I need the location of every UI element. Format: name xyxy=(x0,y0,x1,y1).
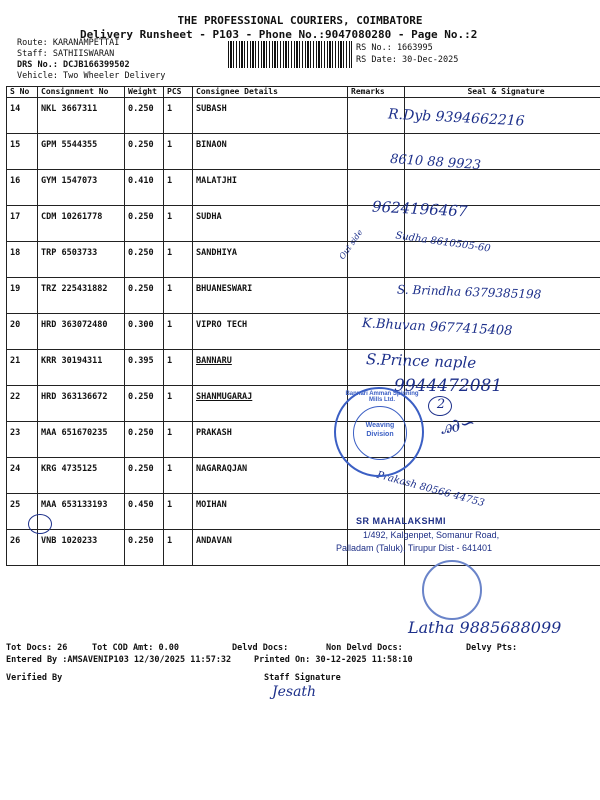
mill-stamp xyxy=(334,387,424,477)
stamp-ring-text: Bannari Amman Spinning Mills Ltd. xyxy=(345,391,419,403)
total-cod-amount: Tot COD Amt: 0.00 xyxy=(92,643,179,653)
cell-weight: 0.250 xyxy=(125,206,164,242)
handwritten-signature: S.Prince naple xyxy=(365,350,477,372)
cell-pcs: 1 xyxy=(164,530,193,566)
address-stamp-line1: SR MAHALAKSHMI xyxy=(356,516,446,526)
cell-consignment: KRR 30194311 xyxy=(38,350,125,386)
table-row xyxy=(7,494,600,530)
cell-consignment: KRG 4735125 xyxy=(38,458,125,494)
barcode-image xyxy=(228,41,352,68)
cell-consignment: NKL 3667311 xyxy=(38,98,125,134)
cell-sno: 26 xyxy=(7,530,38,566)
cell-consignee: BANNARU xyxy=(193,350,348,386)
address-stamp-line3: Palladam (Taluk), Tirupur Dist - 641401 xyxy=(336,543,493,553)
cell-consignee: SUDHA xyxy=(193,206,348,242)
drs-number: DRS No.: DCJB166399502 xyxy=(17,60,130,70)
stamp-inner-ring xyxy=(353,406,407,460)
cell-weight: 0.300 xyxy=(125,314,164,350)
runsheet-title: Delivery Runsheet - P103 - Phone No.:9047080280 - Page No.:2 xyxy=(80,28,478,41)
cell-pcs: 1 xyxy=(164,458,193,494)
cell-pcs: 1 xyxy=(164,98,193,134)
cell-weight: 0.250 xyxy=(125,386,164,422)
handwritten-scrawl: ꭿ∂∽ xyxy=(438,412,477,439)
cell-sno: 18 xyxy=(7,242,38,278)
cell-sno: 23 xyxy=(7,422,38,458)
cell-weight: 0.250 xyxy=(125,530,164,566)
cell-sno: 22 xyxy=(7,386,38,422)
cell-consignee: MOIHAN xyxy=(193,494,348,530)
staff-label: Staff: SATHIISWARAN xyxy=(17,49,115,59)
col-header-consignment: Consignment No xyxy=(38,87,125,98)
col-header-seal-signature: Seal & Signature xyxy=(405,87,600,98)
table-row xyxy=(7,206,600,242)
vehicle-label: Vehicle: Two Wheeler Delivery xyxy=(17,71,166,81)
cell-consignee: BINAON xyxy=(193,134,348,170)
cell-sno: 21 xyxy=(7,350,38,386)
cell-signature xyxy=(405,422,600,458)
cell-consignee: VIPRO TECH xyxy=(193,314,348,350)
cell-consignee: MALATJHI xyxy=(193,170,348,206)
cell-sno: 25 xyxy=(7,494,38,530)
round-seal-stamp xyxy=(422,560,482,620)
cell-pcs: 1 xyxy=(164,422,193,458)
cell-consignee: SANDHIYA xyxy=(193,242,348,278)
table-row xyxy=(7,170,600,206)
cell-consignment: HRD 363072480 xyxy=(38,314,125,350)
table-row xyxy=(7,350,600,386)
handwritten-phone: 9944472081 xyxy=(394,376,503,396)
handwritten-signature: K.Bhuvan 9677415408 xyxy=(361,316,513,339)
handwritten-signature: 9624196467 xyxy=(371,197,468,221)
stamp-center-text: Weaving Division xyxy=(365,422,395,438)
table-header-row xyxy=(7,87,600,98)
col-header-sno: S No xyxy=(7,87,38,98)
cell-weight: 0.250 xyxy=(125,242,164,278)
rs-number: RS No.: 1663995 xyxy=(356,43,433,53)
verified-by: Verified By xyxy=(6,673,63,683)
cell-consignment: TRP 6503733 xyxy=(38,242,125,278)
cell-sno: 16 xyxy=(7,170,38,206)
cell-pcs: 1 xyxy=(164,314,193,350)
table-row xyxy=(7,422,600,458)
handwritten-note: Sudha 8610505-60 xyxy=(394,230,492,255)
cell-consignee: SHANMUGARAJ xyxy=(193,386,348,422)
col-header-weight: Weight xyxy=(125,87,164,98)
non-delivered-docs: Non Delvd Docs: xyxy=(326,643,403,653)
cell-weight: 0.395 xyxy=(125,350,164,386)
cell-consignee: ANDAVAN xyxy=(193,530,348,566)
route-label: Route: KARANAMPETTAI xyxy=(17,38,120,48)
cell-consignee: NAGARAQJAN xyxy=(193,458,348,494)
cell-sno: 15 xyxy=(7,134,38,170)
cell-pcs: 1 xyxy=(164,206,193,242)
cell-weight: 0.250 xyxy=(125,458,164,494)
cell-pcs: 1 xyxy=(164,350,193,386)
table-row xyxy=(7,458,600,494)
table-row xyxy=(7,530,600,566)
handwritten-signature: Prakash 80566 44753 xyxy=(375,469,486,510)
handwritten-signature: R.Dyb 9394662216 xyxy=(387,106,525,130)
cell-pcs: 1 xyxy=(164,386,193,422)
cell-consignment: HRD 363136672 xyxy=(38,386,125,422)
handwritten-remark: Out side xyxy=(337,227,365,262)
handwritten-signature: Latha 9885688099 xyxy=(408,618,562,637)
cell-weight: 0.250 xyxy=(125,422,164,458)
cell-weight: 0.250 xyxy=(125,278,164,314)
table-row xyxy=(7,242,600,278)
table-row xyxy=(7,386,600,422)
delivered-docs: Delvd Docs: xyxy=(232,643,289,653)
table-row xyxy=(7,134,600,170)
cell-pcs: 1 xyxy=(164,494,193,530)
cell-sno: 20 xyxy=(7,314,38,350)
total-docs: Tot Docs: 26 xyxy=(6,643,68,653)
cell-consignee: SUBASH xyxy=(193,98,348,134)
col-header-remarks: Remarks xyxy=(348,87,405,98)
cell-sno: 14 xyxy=(7,98,38,134)
cell-consignee: PRAKASH xyxy=(193,422,348,458)
cell-pcs: 1 xyxy=(164,134,193,170)
cell-weight: 0.250 xyxy=(125,98,164,134)
entered-by: Entered By :AMSAVENIP103 12/30/2025 11:57:32 xyxy=(6,655,232,665)
cell-sno: 19 xyxy=(7,278,38,314)
rs-date: RS Date: 30-Dec-2025 xyxy=(356,55,459,65)
cell-pcs: 1 xyxy=(164,278,193,314)
hand-circle-mark xyxy=(28,514,52,534)
delivery-points: Delvy Pts: xyxy=(466,643,518,653)
cell-consignment: CDM 10261778 xyxy=(38,206,125,242)
handwritten-signature: S. Brindha 6379385198 xyxy=(396,282,542,302)
address-stamp-line2: 1/492, Kalgenpet, Somanur Road, xyxy=(363,530,500,540)
col-header-pcs: PCS xyxy=(164,87,193,98)
handwritten-circle xyxy=(428,396,452,416)
cell-sno: 17 xyxy=(7,206,38,242)
handwritten-mark: 2 xyxy=(436,397,446,412)
staff-signature: Jesath xyxy=(272,684,317,700)
staff-signature-label: Staff Signature xyxy=(264,673,341,683)
cell-weight: 0.450 xyxy=(125,494,164,530)
cell-weight: 0.410 xyxy=(125,170,164,206)
cell-weight: 0.250 xyxy=(125,134,164,170)
cell-consignment: MAA 653133193 xyxy=(38,494,125,530)
cell-consignment: GYM 1547073 xyxy=(38,170,125,206)
cell-remarks xyxy=(348,242,405,278)
handwritten-signature: 8610 88 9923 xyxy=(389,151,482,174)
company-title: THE PROFESSIONAL COURIERS, COIMBATORE xyxy=(177,14,423,27)
cell-consignment: VNB 1020233 xyxy=(38,530,125,566)
cell-consignment: GPM 5544355 xyxy=(38,134,125,170)
cell-consignment: TRZ 225431882 xyxy=(38,278,125,314)
col-header-consignee: Consignee Details xyxy=(193,87,348,98)
cell-sno: 24 xyxy=(7,458,38,494)
cell-consignee: BHUANESWARI xyxy=(193,278,348,314)
cell-consignment: MAA 651670235 xyxy=(38,422,125,458)
cell-pcs: 1 xyxy=(164,170,193,206)
cell-pcs: 1 xyxy=(164,242,193,278)
printed-on: Printed On: 30-12-2025 11:58:10 xyxy=(254,655,413,665)
